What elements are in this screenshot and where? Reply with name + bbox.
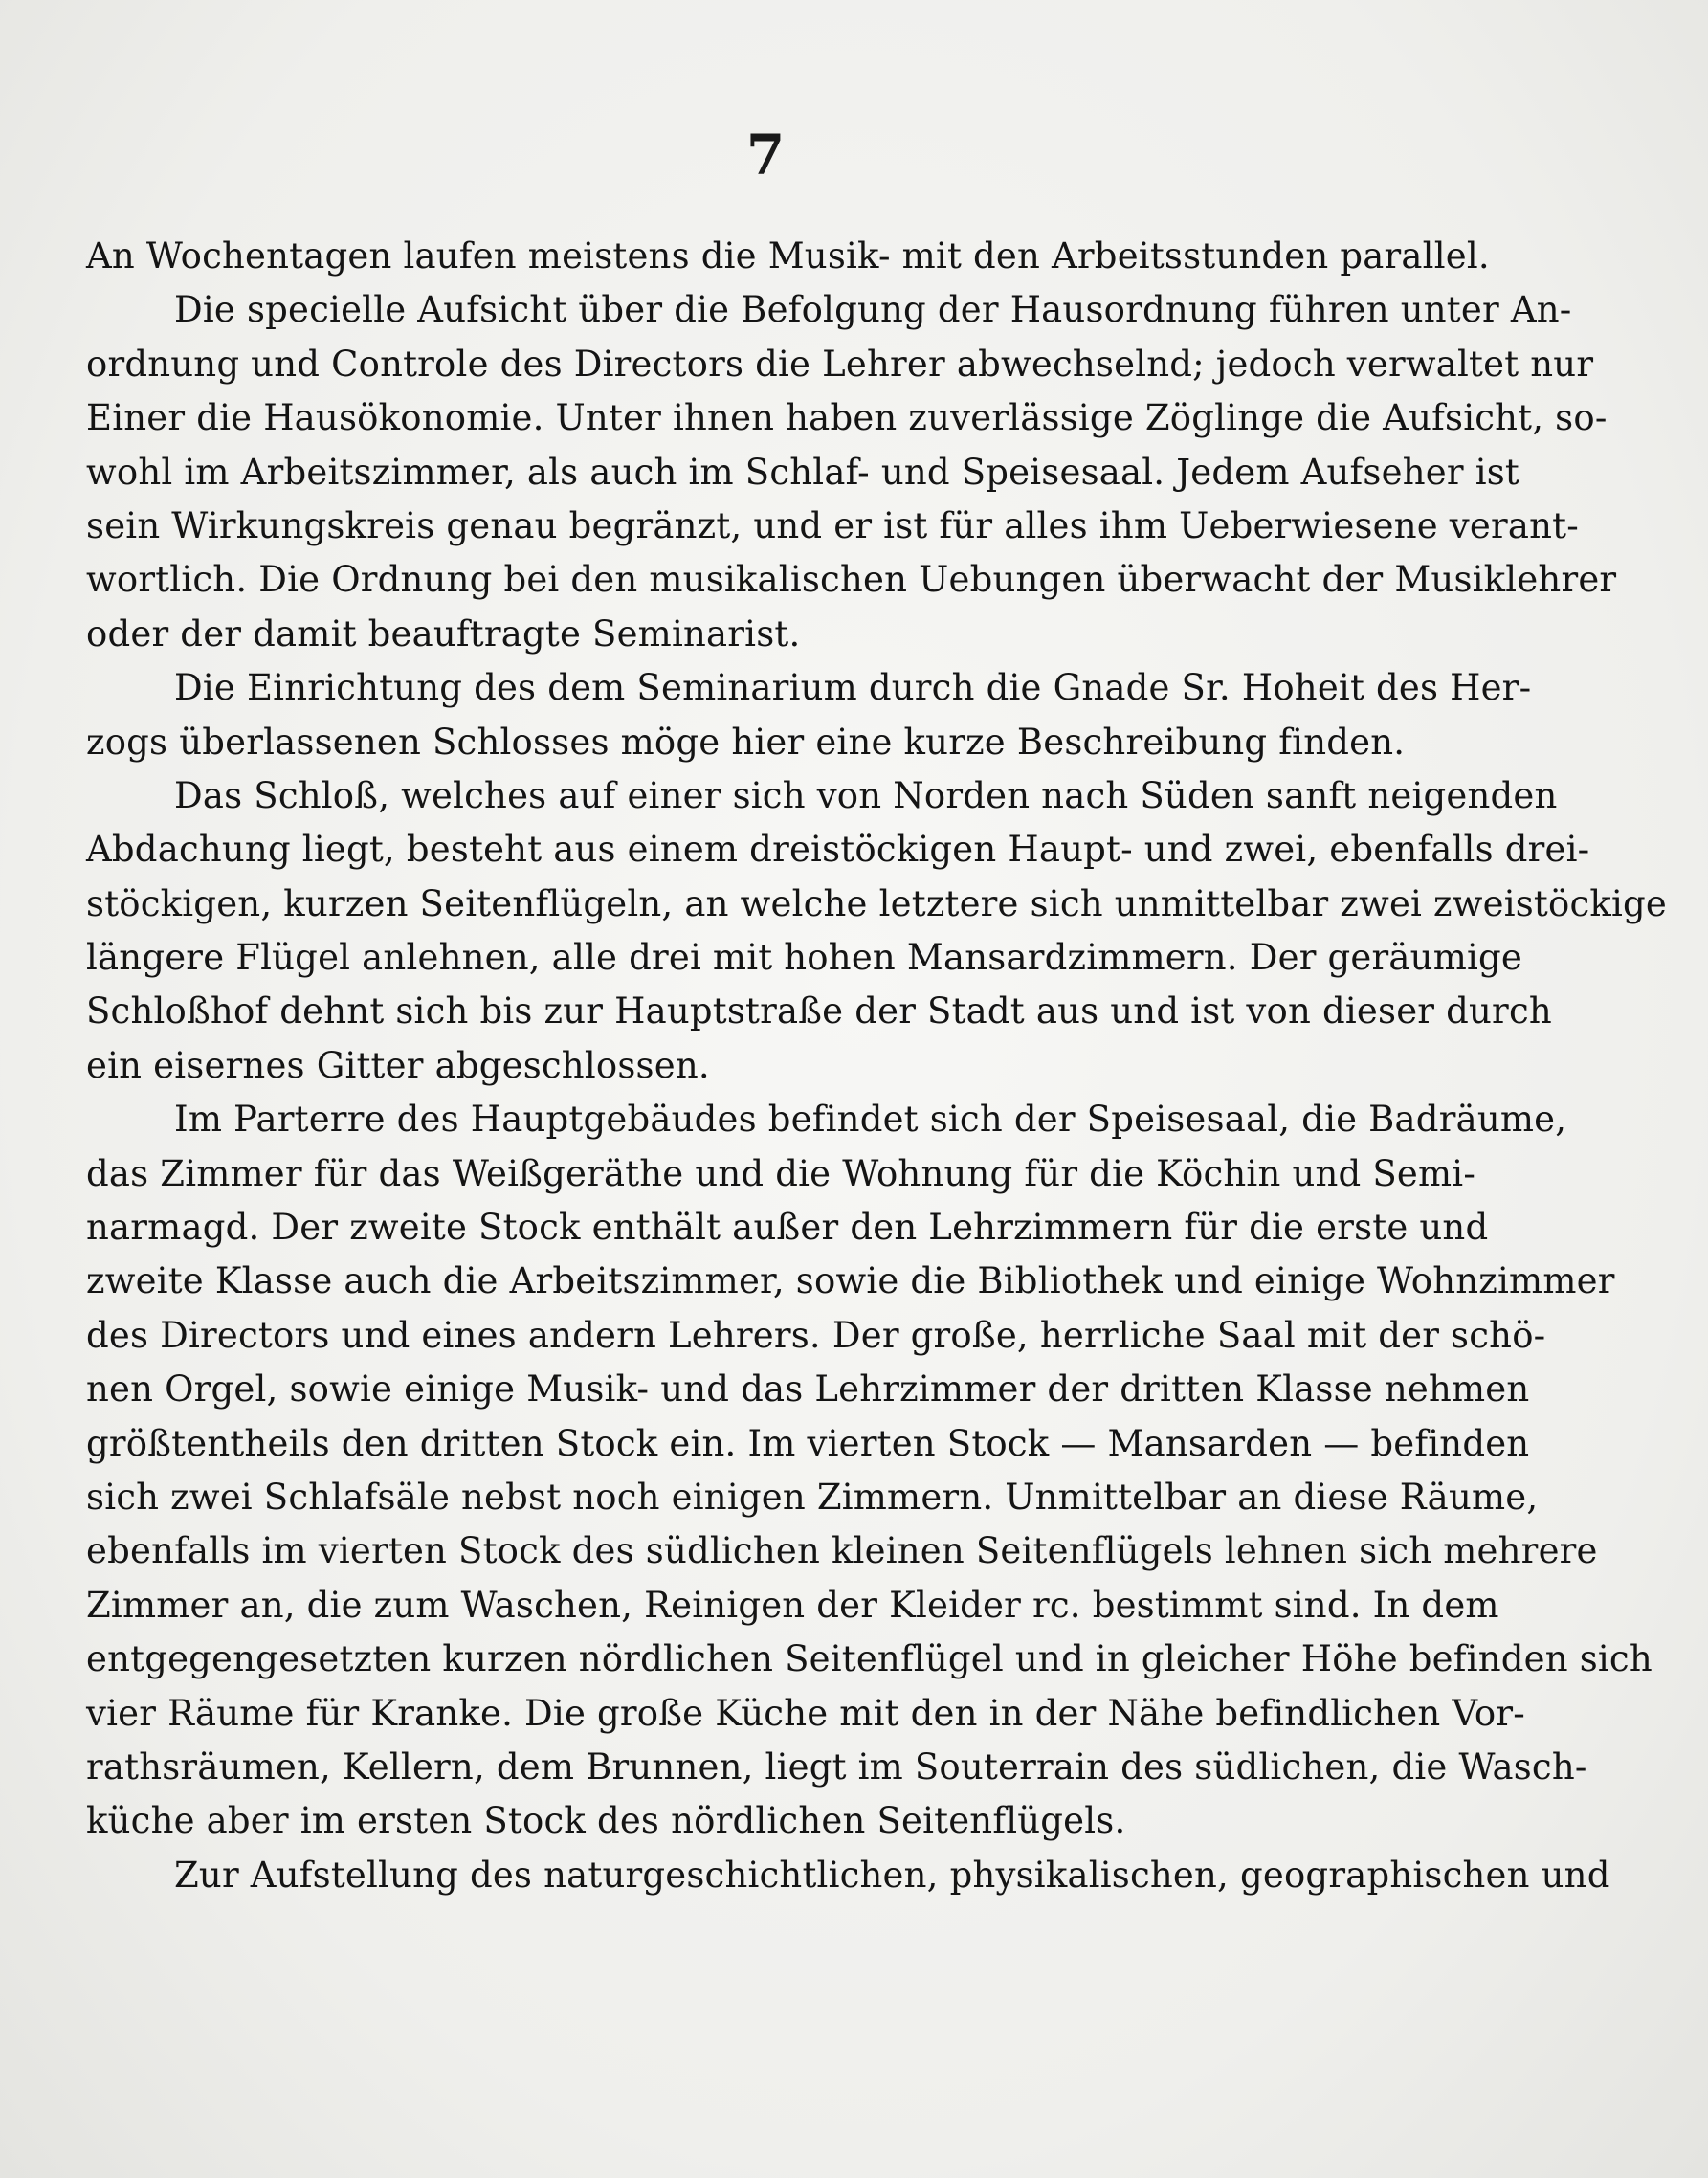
text-line: vier Räume für Kranke. Die große Küche mit den in der Nähe befindlichen Vor- [86,1692,1525,1734]
text-line: des Directors und eines andern Lehrers. Der große, herrliche Saal mit der schö- [86,1314,1546,1356]
text-line: wortlich. Die Ordnung bei den musikalischen Uebungen überwacht der Musiklehrer [86,559,1617,601]
text-line: Die Einrichtung des dem Seminarium durch die Gnade Sr. Hoheit des Her- [174,667,1532,709]
text-line: entgegengesetzten kurzen nördlichen Seitenflügel und in gleicher Höhe befinden sich [86,1638,1653,1680]
text-line: Zimmer an, die zum Waschen, Reinigen der Kleider rc. bestimmt sind. In dem [86,1584,1499,1626]
text-line: größtentheils den dritten Stock ein. Im vierten Stock — Mansarden — befinden [86,1422,1530,1464]
text-line: wohl im Arbeitszimmer, als auch im Schlaf- und Speisesaal. Jedem Aufseher ist [86,451,1519,493]
text-line: oder der damit beauftragte Seminarist. [86,612,801,655]
text-line: ordnung und Controle des Directors die Lehrer abwechselnd; jedoch verwaltet nur [86,343,1594,385]
text-line: ein eisernes Gitter abgeschlossen. [86,1044,710,1086]
page-number: 7 [745,122,786,188]
text-line: narmagd. Der zweite Stock enthält außer den Lehrzimmern für die erste und [86,1207,1489,1249]
text-line: An Wochentagen laufen meistens die Musik- mit den Arbeitsstunden parallel. [86,235,1490,277]
text-line: Zur Aufstellung des naturgeschichtlichen, physikalischen, geographischen und [174,1854,1610,1896]
text-line: längere Flügel anlehnen, alle drei mit hohen Mansardzimmern. Der geräumige [86,937,1522,979]
text-line: Schloßhof dehnt sich bis zur Hauptstraße der Stadt aus und ist von dieser durch [86,990,1552,1033]
text-line: zweite Klasse auch die Arbeitszimmer, sowie die Bibliothek und einige Wohnzimmer [86,1260,1615,1302]
text-line: Im Parterre des Hauptgebäudes befindet sich der Speisesaal, die Badräume, [174,1099,1567,1141]
text-line: rathsräumen, Kellern, dem Brunnen, liegt im Souterrain des südlichen, die Wasch- [86,1745,1587,1788]
text-line: küche aber im ersten Stock des nördlichen Seitenflügels. [86,1800,1126,1842]
text-line: Die specielle Aufsicht über die Befolgung der Hausordnung führen unter An- [174,289,1572,331]
text-line: sein Wirkungskreis genau begränzt, und er ist für alles ihm Ueberwiesene verant- [86,504,1579,546]
body-text [86,230,1668,1902]
text-line: ebenfalls im vierten Stock des südlichen kleinen Seitenflügels lehnen sich mehrere [86,1530,1598,1572]
text-line: das Zimmer für das Weißgeräthe und die Wohnung für die Köchin und Semi- [86,1152,1476,1194]
text-line: Abdachung liegt, besteht aus einem dreistöckigen Haupt- und zwei, ebenfalls drei- [86,829,1590,871]
text-line: stöckigen, kurzen Seitenflügeln, an welche letztere sich unmittelbar zwei zweistöckige [86,882,1668,924]
text-line: Das Schloß, welches auf einer sich von Norden nach Süden sanft neigenden [174,774,1558,816]
text-line: sich zwei Schlafsäle nebst noch einigen Zimmern. Unmittelbar an diese Räume, [86,1476,1539,1518]
text-line: nen Orgel, sowie einige Musik- und das Lehrzimmer der dritten Klasse nehmen [86,1368,1530,1411]
text-line: Einer die Hausökonomie. Unter ihnen haben zuverlässige Zöglinge die Aufsicht, so- [86,397,1608,439]
text-line: zogs überlassenen Schlosses möge hier eine kurze Beschreibung finden. [86,721,1406,763]
